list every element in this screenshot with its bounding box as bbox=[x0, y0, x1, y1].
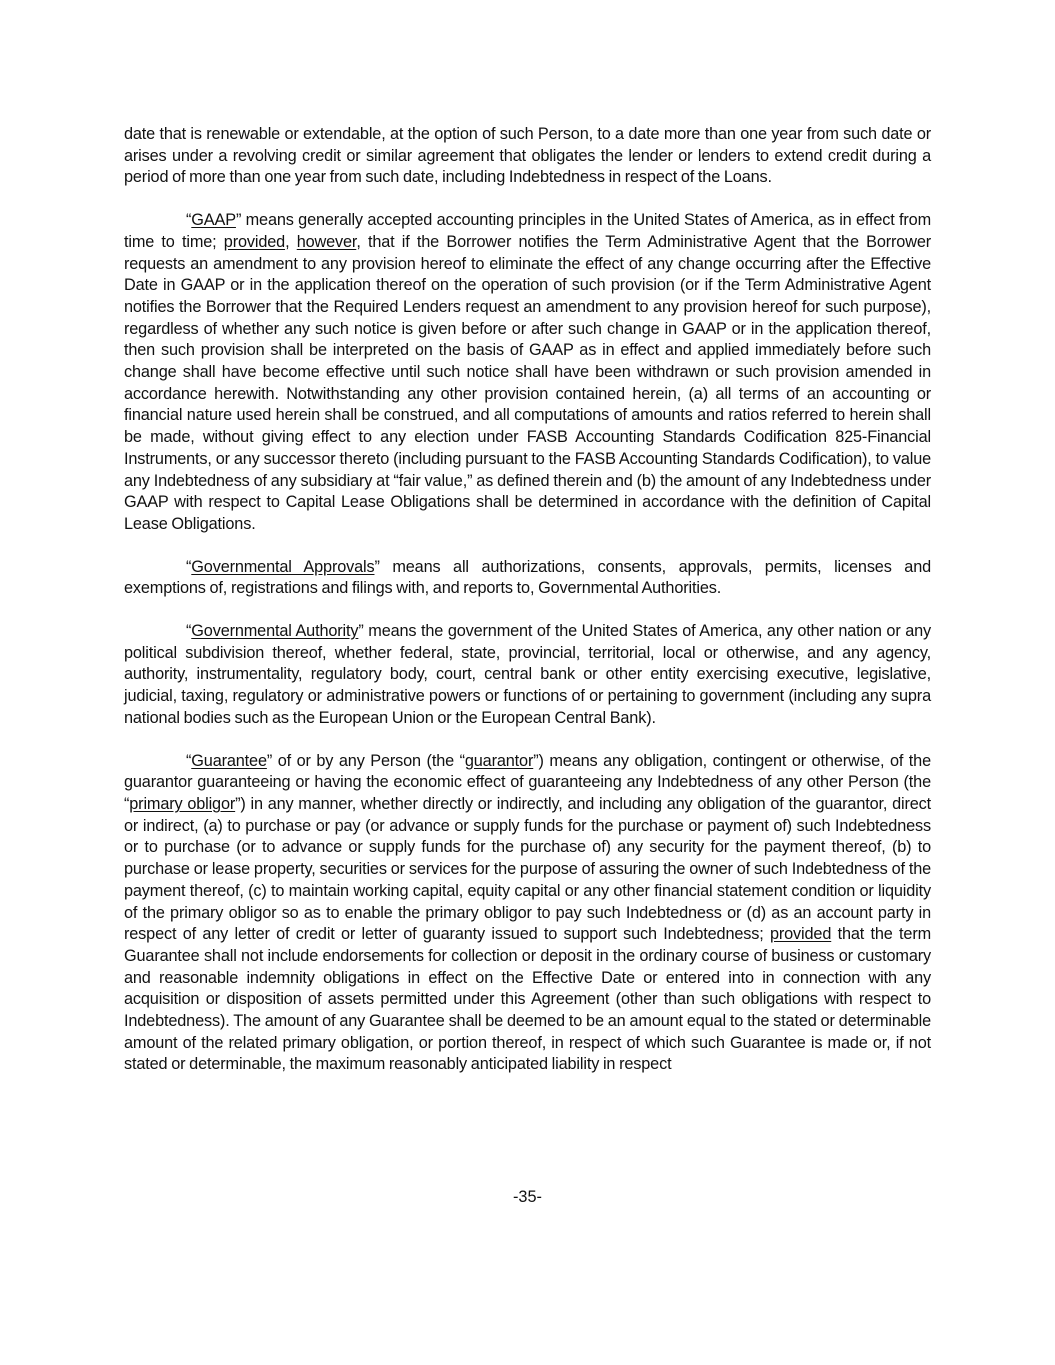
defined-term-guarantee: Guarantee bbox=[191, 751, 267, 770]
definition-governmental-authority bbox=[124, 621, 931, 730]
definition-guarantee bbox=[124, 751, 931, 1077]
close-quote: ” bbox=[266, 751, 273, 770]
however-term: however bbox=[296, 232, 357, 251]
defined-term-primary-obligor: primary obligor bbox=[129, 794, 236, 813]
definition-text: , that if the Borrower notifies the Term Administrative Agent that the Borrower requests an amendment to any provision hereof to eliminate the effect of any change occurring after the Effective Date in GAAP or in the application thereof on the operation of such provision (or if the Term Administrative Agent notifies the Borrower that the Required Lenders request an amendment to any provision hereof for such purpose), regardless of whether any such notice is given before or after such change in GAAP or in the application thereof, then such provision shall be interpreted on the basis of GAAP as in effect and applied immediately before such change shall have become effective until such notice shall have been withdrawn or such provision amended in accordance herewith. Notwithstanding any other provision contained herein, (a) all terms of an accounting or financial nature used herein shall be construed, and all computations of amounts and ratios referred to herein shall be made, without giving effect to any election under FASB Accounting Standards Codification 825-Financial Instruments, or any successor thereto (including pursuant to the FASB Accounting Standards Codification), to value any Indebtedness of any subsidiary at “fair value,” as defined therein and (b) the amount of any Indebtedness under GAAP with respect to Capital Lease Obligations shall be determined in accordance with the definition of Capital Lease Obligations. bbox=[124, 232, 931, 533]
definition-text: means the government of the United States of America, any other nation or any political subdivision thereof, whether federal, state, provincial, territorial, local or otherwise, and any agency, authority, instrumentality, regulatory body, court, central bank or other entity exercising executive, legislative, judicial, taxing, regulatory or administrative powers or functions of or pertaining to government (including any supra national bodies such as the European Union or the European Central Bank). bbox=[124, 622, 932, 727]
comma-separator: , bbox=[285, 232, 297, 251]
page-number: -35- bbox=[513, 1188, 542, 1206]
defined-term-governmental-approvals: Governmental Approvals bbox=[191, 557, 375, 576]
open-quote: “ bbox=[186, 751, 192, 770]
continuation-paragraph bbox=[124, 124, 931, 189]
open-quote: “ bbox=[186, 557, 192, 576]
definition-text: ”) in any manner, whether directly or indirectly, and including any obligation of the guarantor, direct or indirect, (a) to purchase or pay (or advance or supply funds for the purchase or payment of) such Indebtedness or to purchase (or to advance or supply funds for the purchase of) any security for the payment thereof, (b) to purchase or lease property, securities or services for the purpose of assuring the owner of such Indebtedness of the payment thereof, (c) to maintain working capital, equity capital or any other financial statement condition or liquidity of the primary obligor so as to enable the primary obligor to pay such Indebtedness or (d) as an account party in respect of any letter of credit or letter of guaranty issued to support such Indebtedness; bbox=[124, 794, 931, 944]
document-page bbox=[124, 124, 931, 1097]
provided-term: provided bbox=[223, 232, 286, 251]
definition-text: means all authorizations, consents, approvals, permits, licenses and exemptions of, registrations and filings with, and reports to, Governmental Authorities. bbox=[124, 557, 932, 598]
close-quote: ” bbox=[358, 622, 364, 641]
defined-term-guarantor: guarantor bbox=[464, 751, 534, 770]
defined-term-gaap: GAAP bbox=[191, 211, 236, 230]
open-quote: “ bbox=[186, 211, 192, 230]
definition-text: means generally accepted accounting principles in the United States of America, as in effect from time to time; bbox=[124, 211, 931, 251]
close-quote: ” bbox=[374, 557, 380, 576]
definition-gaap bbox=[124, 210, 931, 536]
definition-text: of or by any Person (the “ bbox=[272, 751, 465, 770]
defined-term-governmental-authority: Governmental Authority bbox=[191, 622, 359, 641]
close-quote: ” bbox=[235, 211, 242, 230]
provided-term: provided bbox=[769, 925, 832, 944]
open-quote: “ bbox=[186, 622, 192, 641]
definition-text: ”) means any obligation, contingent or otherwise, of the guarantor guaranteeing or having the economic effect of guaranteeing any Indebtedness of any other Person (the “ bbox=[124, 751, 931, 813]
definition-text: that the term Guarantee shall not include endorsements for collection or deposit in the ordinary course of business or customary and reasonable indemnity obligations in effect on the Effective Date or entered into in connection with any acquisition or disposition of assets permitted under this Agreement (other than such obligations with respect to Indebtedness). The amount of any Guarantee shall be deemed to be an amount equal to the stated or determinable amount of the related primary obligation, or portion thereof, in respect of which such Guarantee is made or, if not stated or determinable, the maximum reasonably anticipated liability in respect bbox=[124, 925, 931, 1074]
definition-governmental-approvals bbox=[124, 557, 931, 600]
continuation-text: date that is renewable or extendable, at the option of such Person, to a date more than one year from such date or arises under a revolving credit or similar agreement that obligates the lender or lenders to extend credit during a period of more than one year from such date, including Indebtedness in respect of the Loans. bbox=[124, 125, 931, 187]
